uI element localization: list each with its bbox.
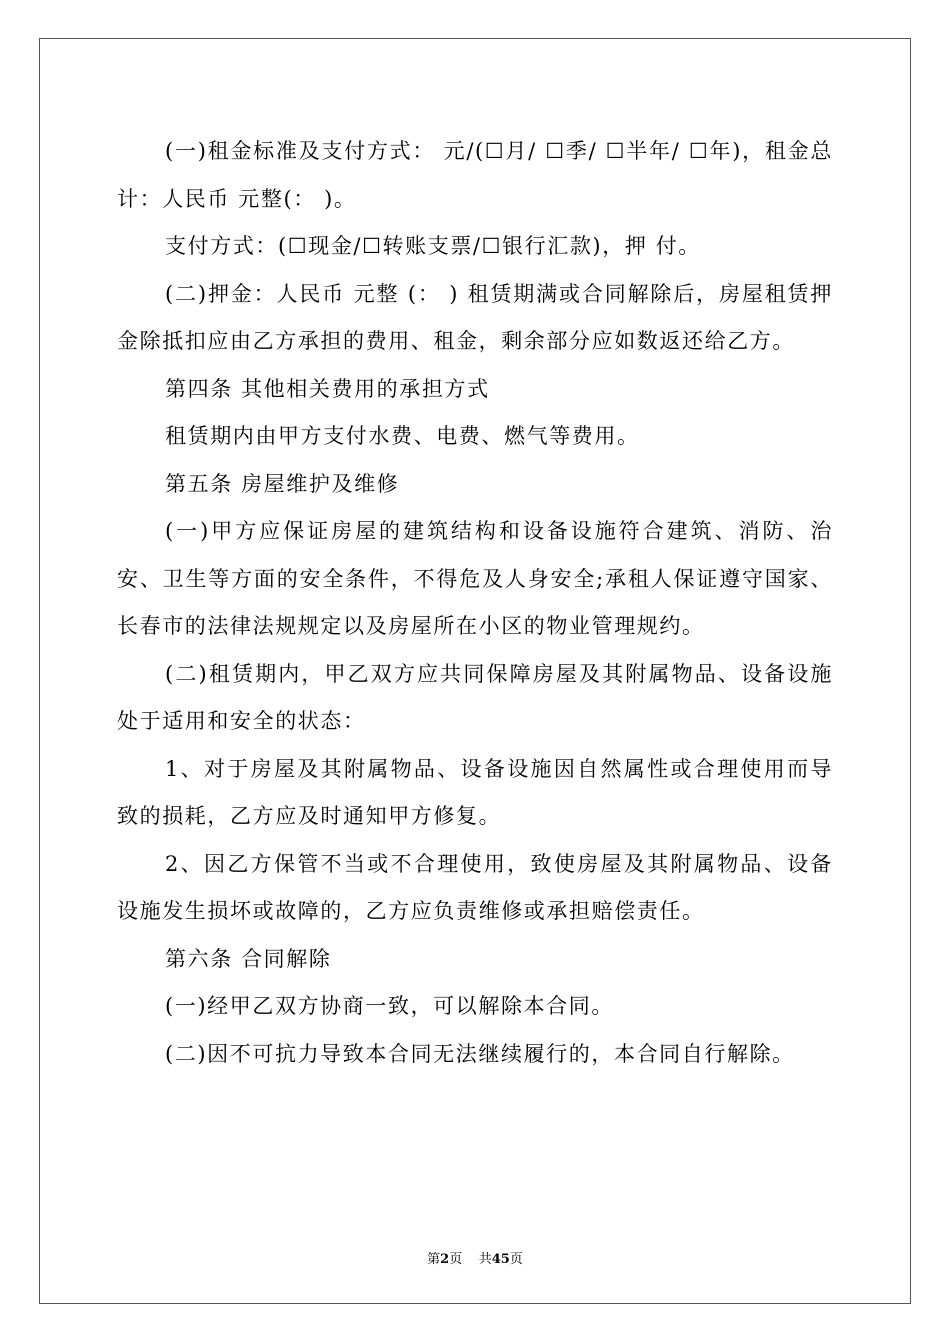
paragraph-damage-liability: 2、因乙方保管不当或不合理使用，致使房屋及其附属物品、设备设施发生损坏或故障的，乙方应负责维修或承担赔偿责任。 (117, 851, 833, 923)
paragraph-rent-standard: (一)租金标准及支付方式： 元/(☐月/ ☐季/ ☐半年/ ☐年)，租金总计：人民币 元整(： )。 (117, 139, 833, 211)
paragraph-payment-method: 支付方式：(☐现金/☐转账支票/☐银行汇款)，押 付。 (165, 234, 701, 258)
paragraph-force-majeure: (二)因不可抗力导致本合同无法继续履行的，本合同自行解除。 (165, 1041, 795, 1066)
paragraph-mutual-termination: (一)经甲乙双方协商一致，可以解除本合同。 (165, 994, 614, 1018)
paragraph-joint-duty: (二)租赁期内，甲乙双方应共同保障房屋及其附属物品、设备设施处于适用和安全的状态： (117, 661, 833, 733)
paragraph-wear-repair: 1、对于房屋及其附属物品、设备设施因自然属性或合理使用而导致的损耗，乙方应及时通知甲方修复。 (117, 756, 833, 828)
footer-page-number: 2 (440, 1252, 450, 1267)
footer-total-suffix: 页 (509, 1252, 523, 1267)
paragraph-fees: 租赁期内由甲方支付水费、电费、燃气等费用。 (165, 424, 640, 448)
heading-article-6: 第六条 合同解除 (165, 946, 332, 971)
footer-total-prefix: 共 (478, 1252, 492, 1267)
paragraph-deposit: (二)押金：人民币 元整 (： ) 租赁期满或合同解除后，房屋租赁押金除抵扣应由乙方承担的费用、租金，剩余部分应如数返还给乙方。 (117, 281, 833, 353)
heading-article-4: 第四条 其他相关费用的承担方式 (165, 376, 490, 401)
footer-page-prefix: 第 (427, 1252, 441, 1267)
footer-total-pages: 45 (491, 1252, 510, 1267)
page-footer (0, 1248, 950, 1267)
footer-page-suffix: 页 (449, 1252, 463, 1267)
heading-article-5: 第五条 房屋维护及维修 (165, 471, 400, 496)
document-body (117, 128, 833, 1078)
paragraph-landlord-duty: (一)甲方应保证房屋的建筑结构和设备设施符合建筑、消防、治安、卫生等方面的安全条件，不得危及人身安全;承租人保证遵守国家、长春市的法律法规规定以及房屋所在小区的物业管理规约。 (117, 519, 833, 638)
